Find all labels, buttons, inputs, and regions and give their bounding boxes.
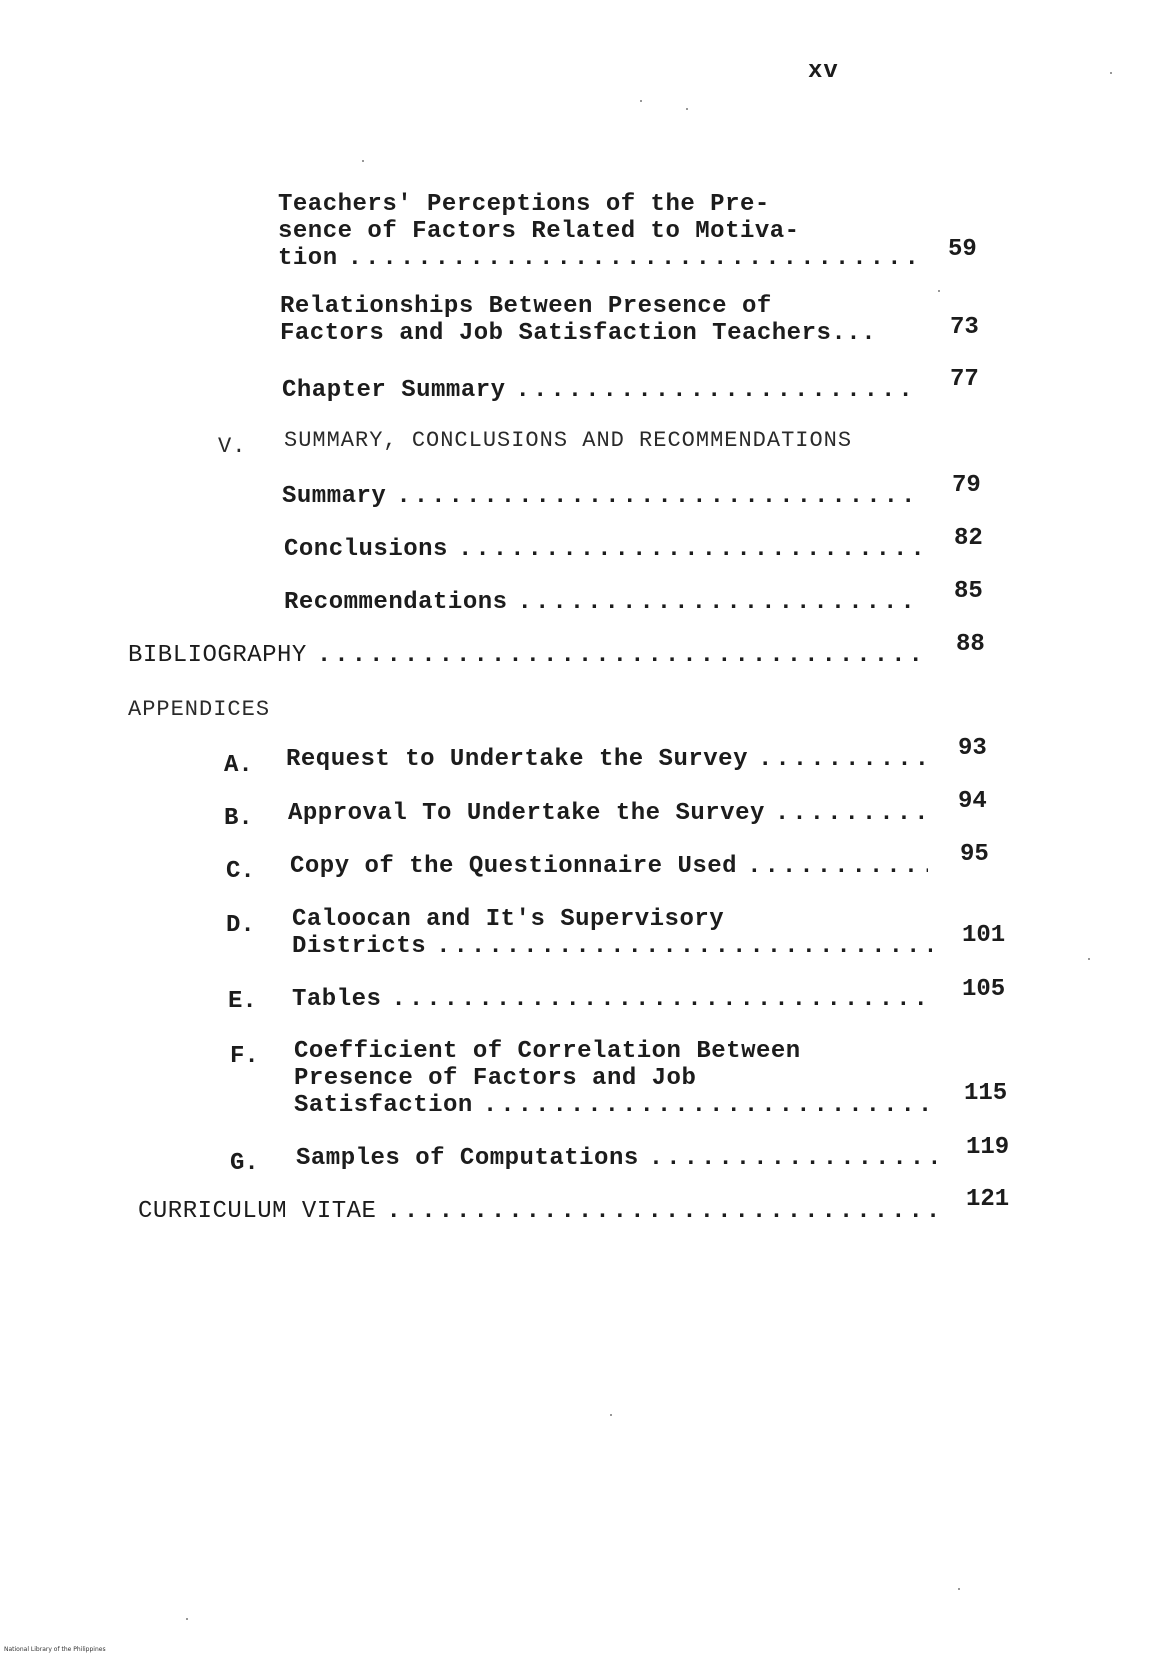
page-ref: 101 xyxy=(962,922,1006,949)
toc-entry-chapter-summary xyxy=(282,377,920,404)
leader-dots xyxy=(317,642,924,669)
scan-speck xyxy=(1088,958,1090,960)
toc-entry-appendix-e xyxy=(292,986,932,1013)
footer-attribution: National Library of the Philippines xyxy=(4,1646,106,1653)
toc-entry-label: Satisfaction xyxy=(294,1092,473,1119)
page-ref: 95 xyxy=(960,841,989,868)
page-ref: 77 xyxy=(950,366,979,393)
toc-entry-appendix-g xyxy=(296,1145,936,1172)
page-ref: 79 xyxy=(952,472,981,499)
toc-entry-label: Chapter Summary xyxy=(282,377,506,404)
scan-speck xyxy=(938,290,940,292)
leader-dots xyxy=(516,377,920,404)
leader-dots xyxy=(483,1092,934,1119)
chapter-numeral: V. xyxy=(218,434,247,459)
page-ref: 93 xyxy=(958,735,987,762)
toc-entry-appendix-b xyxy=(288,800,926,827)
toc-entry-curriculum-vitae xyxy=(138,1198,936,1225)
leader-dots xyxy=(649,1145,936,1172)
leader-dots xyxy=(747,853,928,880)
page-ref: 85 xyxy=(954,578,983,605)
toc-entry-recommendations xyxy=(284,589,922,616)
leader-dots xyxy=(775,800,926,827)
toc-entry-label: tion xyxy=(278,245,338,272)
appendix-letter: C. xyxy=(226,858,255,885)
toc-entry-bibliography xyxy=(128,642,924,669)
leader-dots xyxy=(348,245,918,272)
toc-entry-appendix-f xyxy=(294,1038,934,1119)
toc-entry-label: Tables xyxy=(292,986,382,1013)
page-ref: 82 xyxy=(954,525,983,552)
leader-dots xyxy=(518,589,922,616)
toc-entry-label: Samples of Computations xyxy=(296,1145,639,1172)
toc-entry-label: BIBLIOGRAPHY xyxy=(128,642,307,669)
page-ref: 115 xyxy=(964,1080,1008,1107)
page-ref: 94 xyxy=(958,788,987,815)
chapter-title: SUMMARY, CONCLUSIONS AND RECOMMENDATIONS xyxy=(284,428,853,453)
toc-entry-line: Caloocan and It's Supervisory xyxy=(292,906,725,933)
scan-speck xyxy=(186,1618,188,1620)
toc-entry-label: Recommendations xyxy=(284,589,508,616)
page-ref: 121 xyxy=(966,1186,1010,1213)
leader-dots xyxy=(458,536,922,563)
leader-dots xyxy=(396,483,922,510)
toc-entry-label: Factors and Job Satisfaction Teachers... xyxy=(280,320,877,347)
toc-entry-line: Relationships Between Presence of xyxy=(280,293,772,320)
toc-entry-line: sence of Factors Related to Motiva- xyxy=(278,218,800,245)
scan-speck xyxy=(640,100,642,102)
toc-entry-line: Coefficient of Correlation Between xyxy=(294,1038,801,1065)
page-ref: 88 xyxy=(956,631,985,658)
toc-entry-appendix-d xyxy=(292,906,932,960)
toc-entry-line: Presence of Factors and Job xyxy=(294,1065,697,1092)
appendices-heading: APPENDICES xyxy=(128,697,271,722)
page-ref: 73 xyxy=(950,314,979,341)
toc-entry-summary xyxy=(282,483,922,510)
scan-speck xyxy=(686,108,688,110)
page-number: xv xyxy=(808,58,839,85)
toc-entry-appendix-c xyxy=(290,853,928,880)
toc-entry-label: Request to Undertake the Survey xyxy=(286,746,748,773)
scan-speck xyxy=(610,1414,612,1416)
appendix-letter: E. xyxy=(228,988,257,1015)
toc-entry-label: Copy of the Questionnaire Used xyxy=(290,853,738,880)
leader-dots xyxy=(436,933,932,960)
toc-entry-label: Approval To Undertake the Survey xyxy=(288,800,765,827)
leader-dots xyxy=(391,986,932,1013)
scan-speck xyxy=(958,1588,960,1590)
appendix-letter: F. xyxy=(230,1043,259,1070)
toc-entry-label: Districts xyxy=(292,933,427,960)
toc-entry-perceptions xyxy=(278,191,918,272)
leader-dots xyxy=(386,1198,936,1225)
toc-entry-conclusions xyxy=(284,536,922,563)
appendix-letter: B. xyxy=(224,805,253,832)
toc-entry-label: CURRICULUM VITAE xyxy=(138,1198,377,1225)
page-ref: 119 xyxy=(966,1134,1010,1161)
appendix-letter: G. xyxy=(230,1150,259,1177)
leader-dots xyxy=(758,746,926,773)
scan-speck xyxy=(362,160,364,162)
toc-entry-appendix-a xyxy=(286,746,926,773)
scan-speck xyxy=(1110,72,1112,74)
page-ref: 59 xyxy=(948,236,977,263)
toc-entry-label: Conclusions xyxy=(284,536,448,563)
toc-entry-label: Summary xyxy=(282,483,387,510)
page-ref: 105 xyxy=(962,976,1006,1003)
appendix-letter: A. xyxy=(224,752,253,779)
toc-entry-relationships xyxy=(280,293,920,347)
appendix-letter: D. xyxy=(226,912,255,939)
toc-entry-line: Teachers' Perceptions of the Pre- xyxy=(278,191,770,218)
